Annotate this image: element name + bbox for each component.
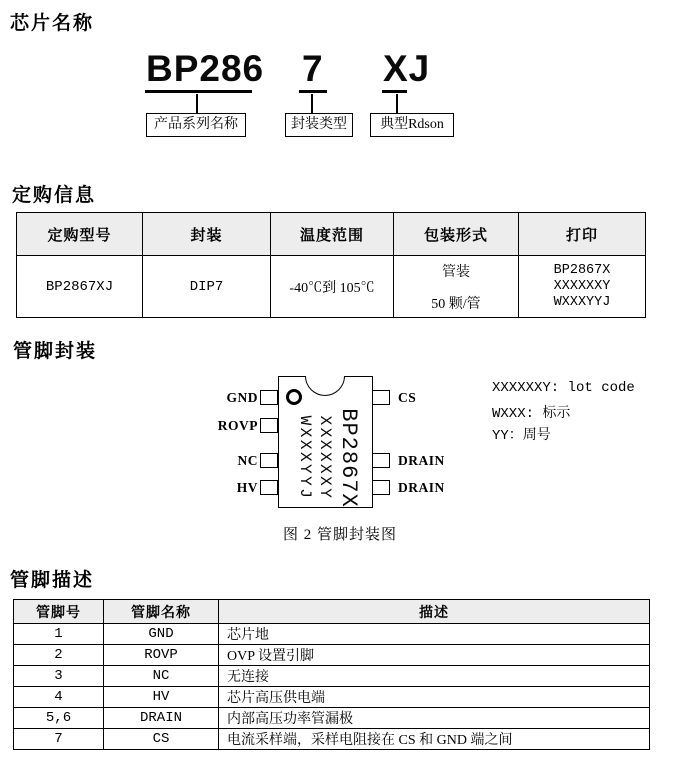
- section-heading-ordering: 定购信息: [12, 185, 97, 206]
- pin-box-cs: [372, 390, 390, 405]
- pin-number: 3: [14, 666, 104, 687]
- ordering-temperature: -40℃到 105℃: [271, 256, 394, 318]
- pin-box-drain5: [372, 480, 390, 495]
- pin-name: NC: [104, 666, 219, 687]
- section-heading-chip-name: 芯片名称: [10, 13, 95, 34]
- pin-desc: OVP 设置引脚: [219, 645, 650, 666]
- pin-desc-header-row: [14, 600, 650, 624]
- pin-number: 1: [14, 624, 104, 645]
- packing-line2: 50 颗/管: [431, 296, 481, 312]
- ordering-marking: [519, 256, 646, 318]
- pin-name: HV: [104, 687, 219, 708]
- pin-box-drain6: [372, 453, 390, 468]
- packing-line1: 管装: [442, 264, 470, 280]
- pin-name: GND: [104, 624, 219, 645]
- pin-desc: 电流采样端，采样电阻接在 CS 和 GND 端之间: [219, 729, 650, 750]
- table-row-pin3: [14, 666, 650, 687]
- ordering-table: [16, 212, 646, 318]
- pin-label-nc: NC: [237, 453, 258, 468]
- underline-rdson: [382, 90, 407, 93]
- pin-desc: 芯片高压供电端: [219, 687, 650, 708]
- marking-note-mark: WXXX: 标示: [492, 406, 571, 422]
- underline-package-digit: [299, 90, 327, 93]
- marking-line3: WXXXYYJ: [553, 294, 611, 310]
- ordering-header-temperature: 温度范围: [271, 213, 394, 256]
- part-number-package-digit: 7: [302, 48, 324, 89]
- pin-box-rovp: [260, 418, 278, 433]
- pin-number: 4: [14, 687, 104, 708]
- ordering-package: DIP7: [143, 256, 271, 318]
- label-box-typical-rdson: 典型Rdson: [370, 113, 454, 137]
- pin-desc: 无连接: [219, 666, 650, 687]
- pin-number: 5,6: [14, 708, 104, 729]
- pin-box-gnd: [260, 390, 278, 405]
- marking-note-week: YY：周号: [492, 428, 551, 444]
- pin-desc-header-desc: 描述: [219, 600, 650, 624]
- pin-label-drain5: DRAIN: [398, 480, 445, 495]
- ordering-data-row: [17, 256, 646, 318]
- ordering-header-marking: 打印: [519, 213, 646, 256]
- marking-line2: XXXXXXY: [553, 278, 611, 294]
- ordering-model: BP2867XJ: [17, 256, 143, 318]
- ordering-header-row: [17, 213, 646, 256]
- pin-box-nc: [260, 453, 278, 468]
- pin-desc-header-name: 管脚名称: [104, 600, 219, 624]
- chip-top-marking: [293, 402, 361, 514]
- pin-name: ROVP: [104, 645, 219, 666]
- chip-marking-lot: XXXXXXY: [316, 415, 334, 501]
- pin-name: CS: [104, 729, 219, 750]
- pin-label-hv: HV: [236, 480, 258, 495]
- marking-line1: BP2867X: [553, 262, 611, 278]
- ordering-header-packing: 包装形式: [394, 213, 519, 256]
- table-row-pin1: [14, 624, 650, 645]
- ordering-header-package: 封装: [143, 213, 271, 256]
- label-box-package-type: 封装类型: [285, 113, 353, 137]
- pin-label-rovp: ROVP: [217, 418, 258, 433]
- ordering-packing: [394, 256, 519, 318]
- pin-desc: 芯片地: [219, 624, 650, 645]
- pin-label-gnd: GND: [226, 390, 258, 405]
- pin-box-hv: [260, 480, 278, 495]
- connector-line-series: [196, 94, 198, 113]
- pin-label-cs: CS: [398, 390, 417, 405]
- pin-label-drain6: DRAIN: [398, 453, 445, 468]
- connector-line-rdson: [396, 94, 398, 113]
- table-row-pin2: [14, 645, 650, 666]
- section-heading-pinout: 管脚封装: [13, 341, 98, 362]
- chip-marking-week: WXXXYYJ: [296, 415, 314, 501]
- pin-name: DRAIN: [104, 708, 219, 729]
- label-box-series: 产品系列名称: [146, 113, 246, 137]
- pin-desc: 内部高压功率管漏极: [219, 708, 650, 729]
- table-row-pin4: [14, 687, 650, 708]
- pin-desc-header-number: 管脚号: [14, 600, 104, 624]
- part-number-series: BP286: [146, 48, 265, 89]
- part-number-rdson-code: XJ: [383, 48, 431, 89]
- table-row-pin5-6: [14, 708, 650, 729]
- chip-marking-part: BP2867X: [336, 408, 361, 508]
- underline-series: [145, 90, 252, 93]
- connector-line-package: [311, 94, 313, 113]
- marking-note-lot-code: XXXXXXY: lot code: [492, 380, 635, 396]
- figure-caption: 图 2 管脚封装图: [282, 527, 397, 543]
- section-heading-pin-description: 管脚描述: [10, 570, 95, 591]
- pin-number: 2: [14, 645, 104, 666]
- ordering-header-model: 定购型号: [17, 213, 143, 256]
- pin-description-table: [13, 599, 650, 750]
- pin-number: 7: [14, 729, 104, 750]
- table-row-pin7: [14, 729, 650, 750]
